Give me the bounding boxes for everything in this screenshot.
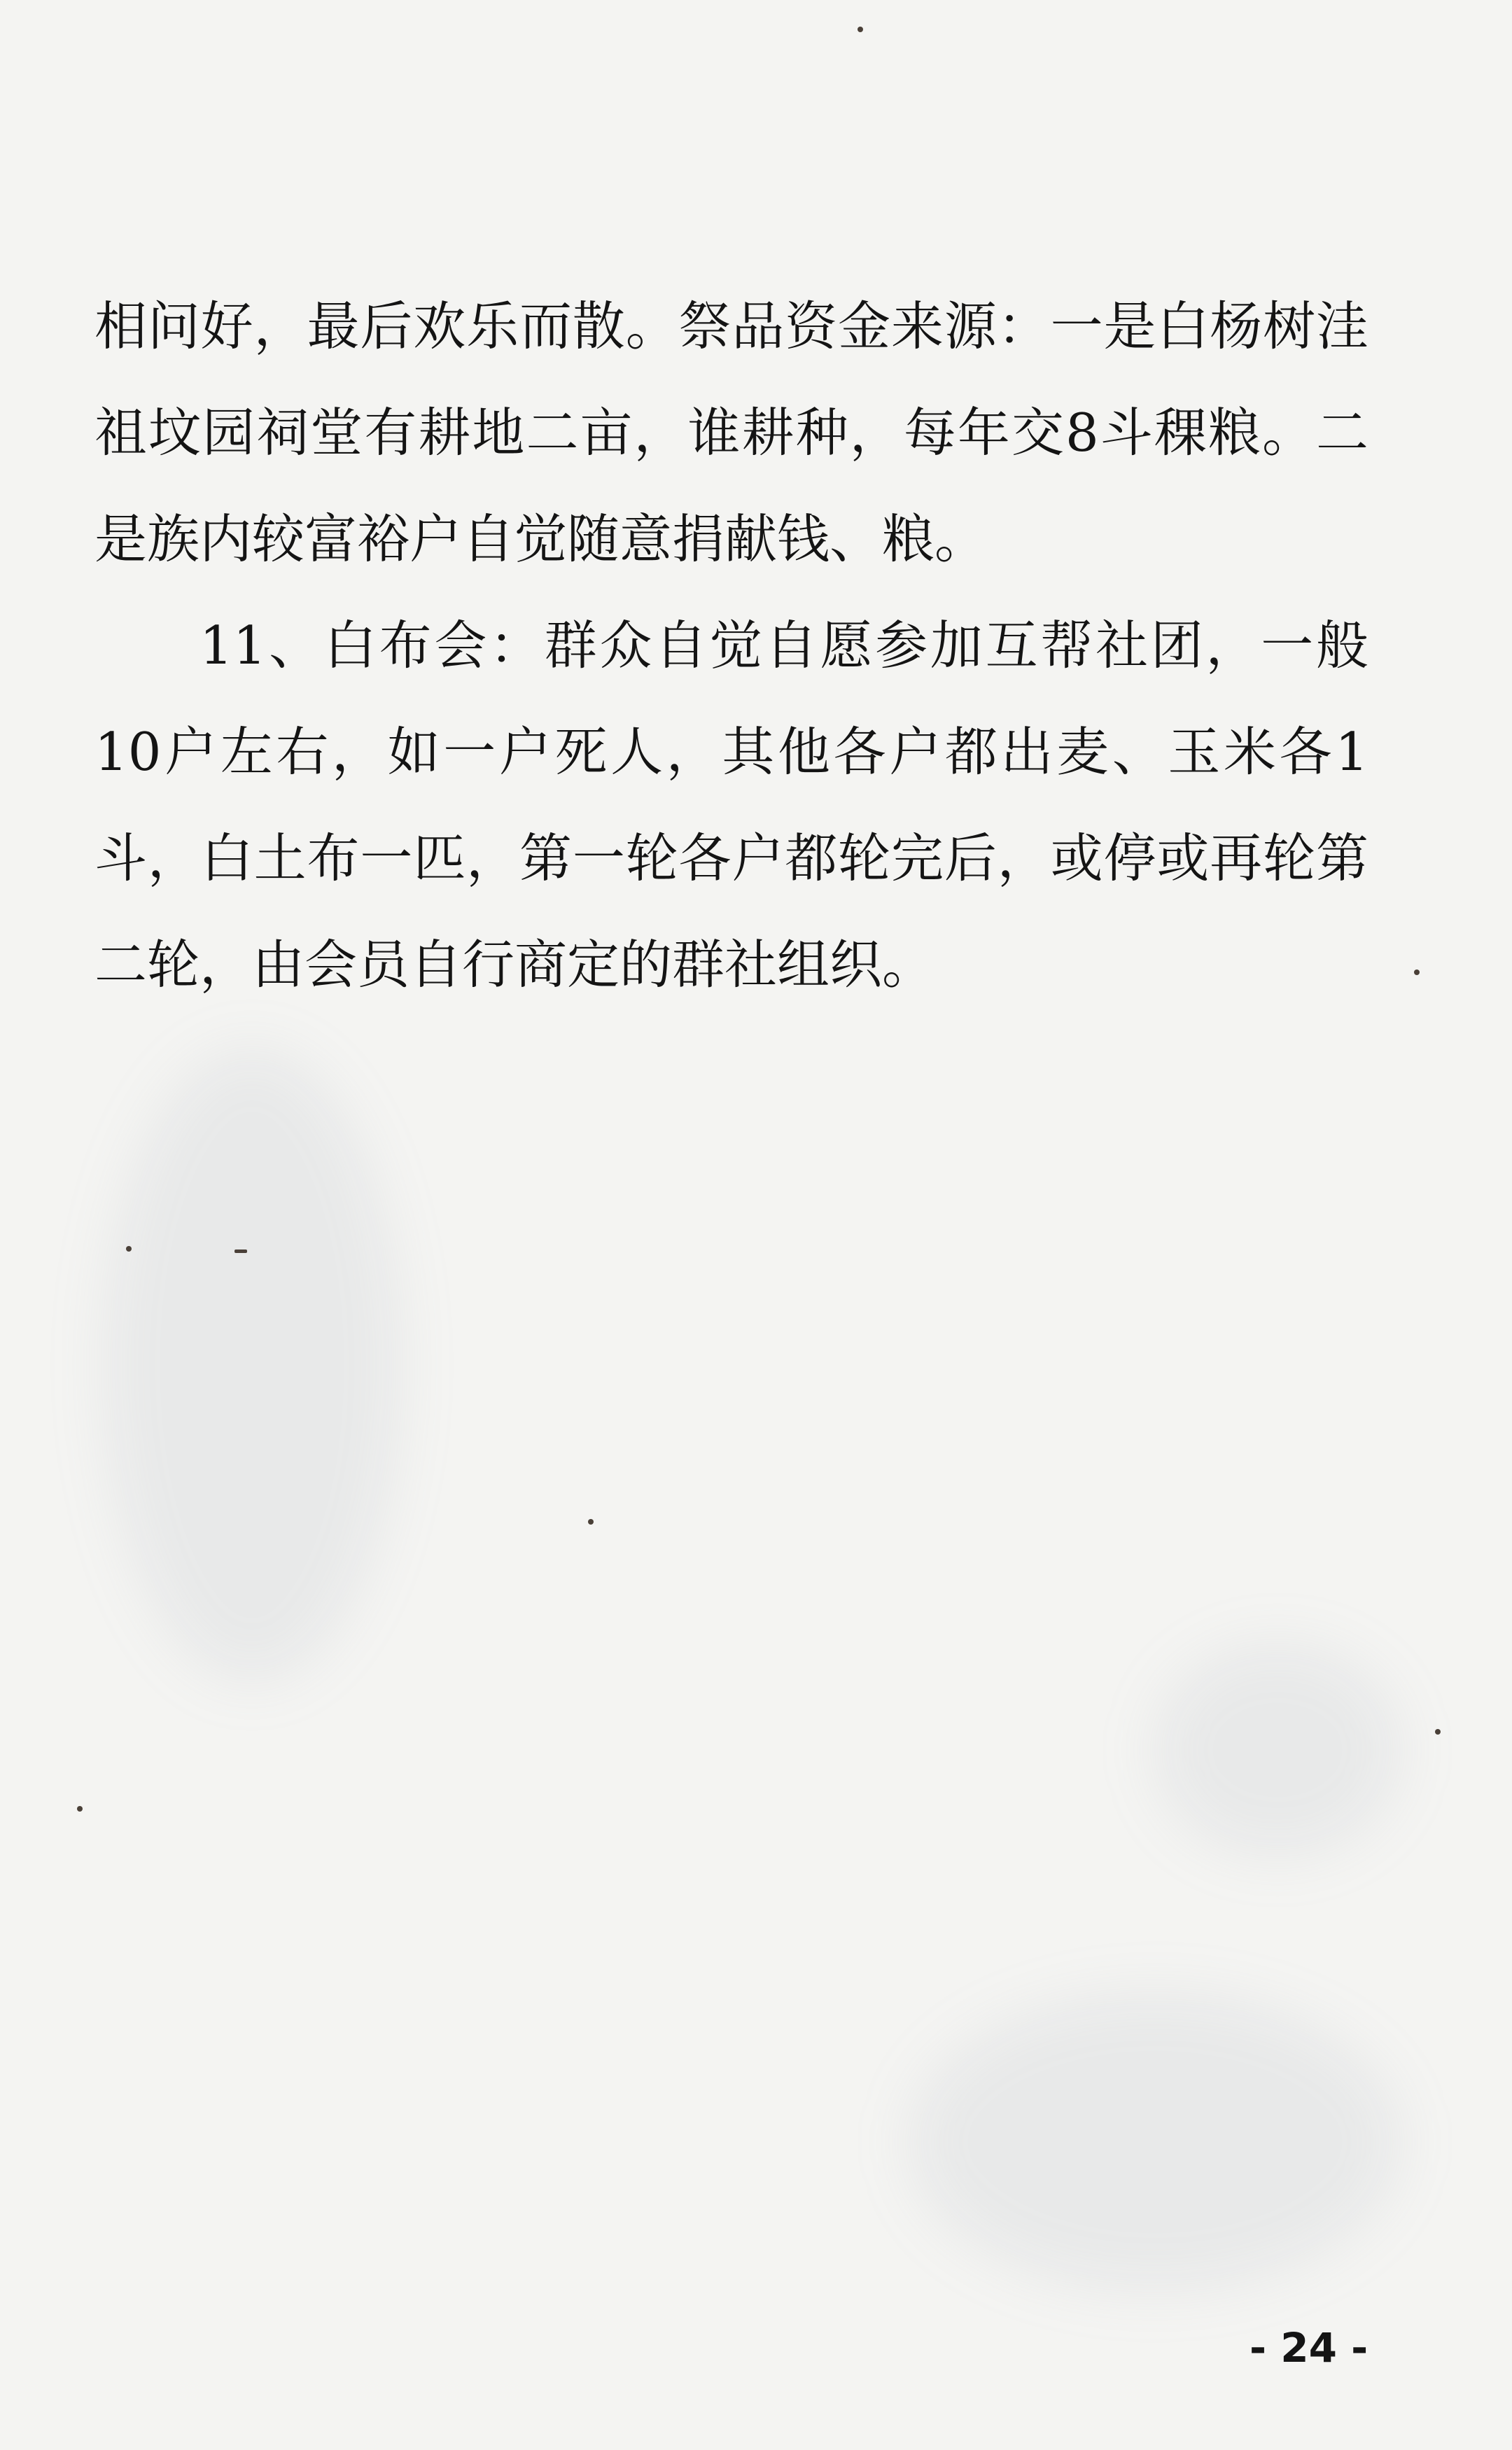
scan-speck [234, 1250, 247, 1253]
body-text [94, 273, 1368, 1018]
scan-speck [1435, 1729, 1441, 1735]
scan-speck [77, 1806, 83, 1812]
scan-speck [126, 1246, 132, 1252]
paragraph: 相问好，最后欢乐而散。祭品资金来源：一是白杨树洼祖坟园祠堂有耕地二亩，谁耕种，每年交8斗稞粮。二是族内较富裕户自觉随意捐献钱、粮。 [94, 295, 1368, 570]
paragraph-item-11: 11、白布会：群众自觉自愿参加互帮社团，一般10户左右，如一户死人，其他各户都出麦、玉米各1斗，白土布一匹，第一轮各户都轮完后，或停或再轮第二轮，由会员自行商定的群社组织。 [94, 615, 1368, 995]
page-number: - 24 - [1250, 2324, 1368, 2372]
scan-speck [858, 27, 863, 32]
scan-smudge [105, 1050, 399, 1680]
scan-smudge [910, 1995, 1400, 2289]
scan-smudge [1155, 1645, 1400, 1855]
scan-speck [588, 1519, 594, 1525]
scan-speck [1414, 969, 1420, 975]
